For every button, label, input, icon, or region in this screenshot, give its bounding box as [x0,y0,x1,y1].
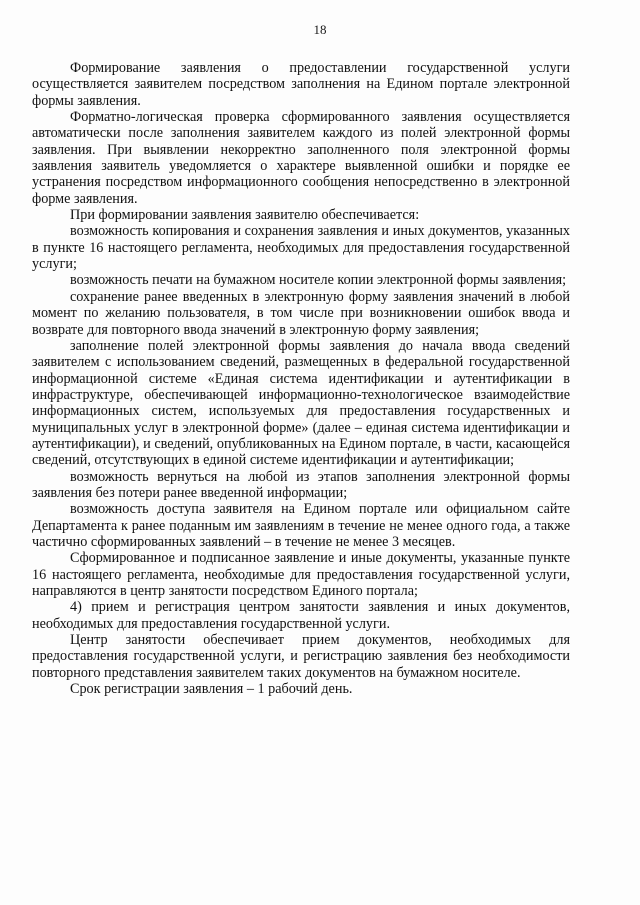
paragraph: Центр занятости обеспечивает прием документов, необходимых для предоставления государственной услуги, и регистрацию заявления без необходимости повторного представления заявителем таких документов на бумажном носителе. [32,632,570,681]
document-body [32,60,570,697]
paragraph: Формирование заявления о предоставлении государственной услуги осуществляется заявителем посредством заполнения на Едином портале электронной формы заявления. [32,60,570,109]
paragraph: Срок регистрации заявления – 1 рабочий день. [70,681,353,698]
paragraph: При формировании заявления заявителю обеспечивается: [70,207,420,224]
page-number: 18 [313,22,327,37]
paragraph: Форматно-логическая проверка сформированного заявления осуществляется автоматически после заполнения заявителем каждого из полей электронной формы заявления. При выявлении некорректно заполненного поля электронной формы заявления заявитель уведомляется о характере выявленной ошибки и порядке ее устранения посредством информационного сообщения непосредственно в электронной форме заявления. [32,109,570,207]
paragraph: сохранение ранее введенных в электронную форму заявления значений в любой момент по желанию пользователя, в том числе при возникновении ошибок ввода и возврате для повторного ввода значений в электронную форму заявления; [32,288,570,338]
paragraph: возможность доступа заявителя на Едином портале или официальном сайте Департамента к ранее поданным им заявлениям в течение не менее одного года, а также частично сформированных заявлений – в течение не менее 3 месяцев. [32,501,570,550]
paragraph: возможность печати на бумажном носителе копии электронной формы заявления; [70,272,567,289]
paragraph: заполнение полей электронной формы заявления до начала ввода сведений заявителем с использованием сведений, размещенных в федеральной государственной информационной системе «Единая система идентификации и аутентификации в инфраструктуре, обеспечивающей информационно-технологическое взаимодействие информационных систем, используемых для предоставления государственных и муниципальных услуг в электронной форме» (далее – единая система идентификации и аутентификации), и сведений, опубликованных на Едином портале, в части, касающейся сведений, отсутствующих в единой системе идентификации и аутентификации; [32,337,570,469]
paragraph: Сформированное и подписанное заявление и иные документы, указанные пункте 16 настоящего регламента, необходимые для предоставления государственной услуги, направляются в центр занятости посредством Единого портала; [32,550,570,599]
paragraph: 4) прием и регистрация центром занятости заявления и иных документов, необходимых для предоставления государственной услуги. [32,599,570,632]
paragraph: возможность вернуться на любой из этапов заполнения электронной формы заявления без потери ранее введенной информации; [32,468,570,501]
paragraph: возможность копирования и сохранения заявления и иных документов, указанных в пункте 16 настоящего регламента, необходимых для предоставления государственной услуги; [32,223,570,273]
